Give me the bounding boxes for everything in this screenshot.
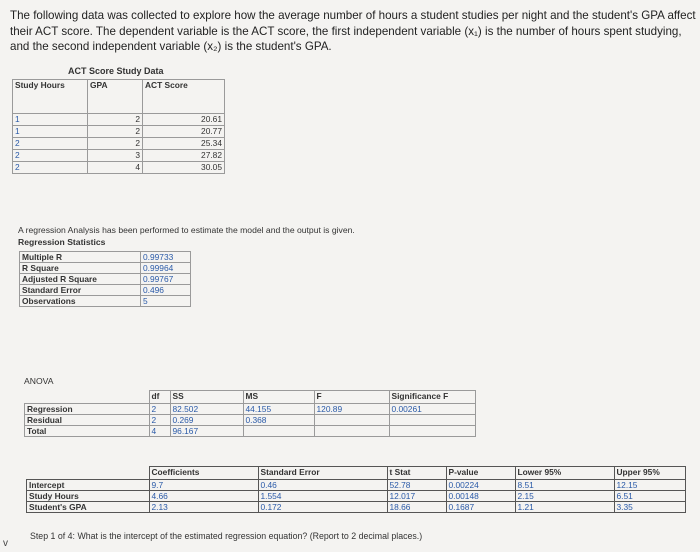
col-header: Significance F — [389, 391, 476, 404]
col-header-gpa: GPA — [88, 80, 143, 114]
stat-label: Multiple R — [20, 252, 141, 263]
question-text: Step 1 of 4: What is the intercept of the estimated regression equation? (Report to 2 decimal places.) — [30, 531, 423, 541]
regression-stats-table — [19, 251, 191, 307]
row-label: Student's GPA — [27, 502, 150, 513]
cell: 96.167 — [170, 426, 243, 437]
cell: 0.1687 — [446, 502, 515, 513]
cell: 18.66 — [387, 502, 446, 513]
cell: 8.51 — [515, 480, 614, 491]
cell: 0.368 — [243, 415, 314, 426]
cell: 82.502 — [170, 404, 243, 415]
stat-value: 0.99733 — [141, 252, 191, 263]
cell — [389, 415, 476, 426]
row-label: Regression — [25, 404, 150, 415]
table-row — [13, 138, 225, 150]
table-row — [13, 162, 225, 174]
cell: 6.51 — [614, 491, 686, 502]
cell: 1 — [13, 126, 88, 138]
col-header-study-hours: Study Hours — [13, 80, 88, 114]
cell: 2 — [88, 126, 143, 138]
cell: 0.269 — [170, 415, 243, 426]
cell: 20.61 — [143, 114, 225, 126]
cell: 1 — [13, 114, 88, 126]
table-row — [27, 491, 686, 502]
row-label: Total — [25, 426, 150, 437]
stat-label: Observations — [20, 296, 141, 307]
cell: 3 — [88, 150, 143, 162]
cell: 0.00148 — [446, 491, 515, 502]
cell: 25.34 — [143, 138, 225, 150]
cell: 0.00224 — [446, 480, 515, 491]
act-data-table — [12, 79, 225, 174]
table-row — [20, 274, 191, 285]
cell: 0.172 — [258, 502, 387, 513]
table-row — [20, 263, 191, 274]
cell: 1.21 — [515, 502, 614, 513]
cell: 52.78 — [387, 480, 446, 491]
cell: 2 — [149, 415, 170, 426]
col-header-act-score: ACT Score — [143, 80, 225, 114]
col-header: t Stat — [387, 467, 446, 480]
cell: 12.15 — [614, 480, 686, 491]
table-row — [27, 480, 686, 491]
anova-title: ANOVA — [24, 376, 54, 386]
table-row — [25, 404, 476, 415]
anova-table — [24, 390, 476, 437]
table-row — [13, 150, 225, 162]
stat-label: Adjusted R Square — [20, 274, 141, 285]
col-header: Coefficients — [149, 467, 258, 480]
table-header-row — [25, 391, 476, 404]
cell: 0.46 — [258, 480, 387, 491]
col-header: MS — [243, 391, 314, 404]
cell: 3.35 — [614, 502, 686, 513]
regression-intro: A regression Analysis has been performed to estimate the model and the output is given. — [18, 225, 355, 235]
stat-value: 0.99767 — [141, 274, 191, 285]
col-header: F — [314, 391, 389, 404]
stat-value: 5 — [141, 296, 191, 307]
table-row — [25, 426, 476, 437]
row-label: Study Hours — [27, 491, 150, 502]
cell: 30.05 — [143, 162, 225, 174]
cell: 27.82 — [143, 150, 225, 162]
stat-label: R Square — [20, 263, 141, 274]
cell: 2 — [13, 138, 88, 150]
stat-value: 0.496 — [141, 285, 191, 296]
table-row — [25, 415, 476, 426]
col-header: df — [149, 391, 170, 404]
cell: 0.00261 — [389, 404, 476, 415]
cell — [243, 426, 314, 437]
table-row — [13, 114, 225, 126]
cell: 2 — [88, 138, 143, 150]
table-row — [20, 285, 191, 296]
cell: 2 — [149, 404, 170, 415]
cell — [314, 426, 389, 437]
col-header: Standard Error — [258, 467, 387, 480]
stat-value: 0.99964 — [141, 263, 191, 274]
cell: 2.13 — [149, 502, 258, 513]
cell: 20.77 — [143, 126, 225, 138]
table-row — [20, 252, 191, 263]
cell — [389, 426, 476, 437]
cell: 1.554 — [258, 491, 387, 502]
table-row — [20, 296, 191, 307]
table-row — [13, 126, 225, 138]
margin-mark: v — [3, 538, 8, 549]
cell — [314, 415, 389, 426]
corner-cell — [27, 467, 150, 480]
cell: 4 — [88, 162, 143, 174]
cell: 2 — [88, 114, 143, 126]
corner-cell — [25, 391, 150, 404]
cell: 2 — [13, 150, 88, 162]
row-label: Intercept — [27, 480, 150, 491]
table-row — [27, 502, 686, 513]
data-table-caption: ACT Score Study Data — [68, 66, 164, 76]
table-header-row — [27, 467, 686, 480]
stat-label: Standard Error — [20, 285, 141, 296]
col-header: Lower 95% — [515, 467, 614, 480]
col-header: Upper 95% — [614, 467, 686, 480]
cell: 9.7 — [149, 480, 258, 491]
coefficients-table — [26, 466, 686, 513]
col-header: P-value — [446, 467, 515, 480]
regression-stats-title: Regression Statistics — [18, 237, 106, 247]
cell: 2 — [13, 162, 88, 174]
cell: 120.89 — [314, 404, 389, 415]
cell: 44.155 — [243, 404, 314, 415]
col-header: SS — [170, 391, 243, 404]
problem-statement: The following data was collected to explore how the average number of hours a student studies per night and the student's GPA affect their ACT score. The dependent variable is the ACT score, the first independent variable (x₁) is the number of hours spent studying, and the second independent variable (x₂) is the student's GPA. — [10, 9, 696, 53]
cell: 4.66 — [149, 491, 258, 502]
cell: 12.017 — [387, 491, 446, 502]
cell: 2.15 — [515, 491, 614, 502]
cell: 4 — [149, 426, 170, 437]
row-label: Residual — [25, 415, 150, 426]
table-header-row — [13, 80, 225, 114]
